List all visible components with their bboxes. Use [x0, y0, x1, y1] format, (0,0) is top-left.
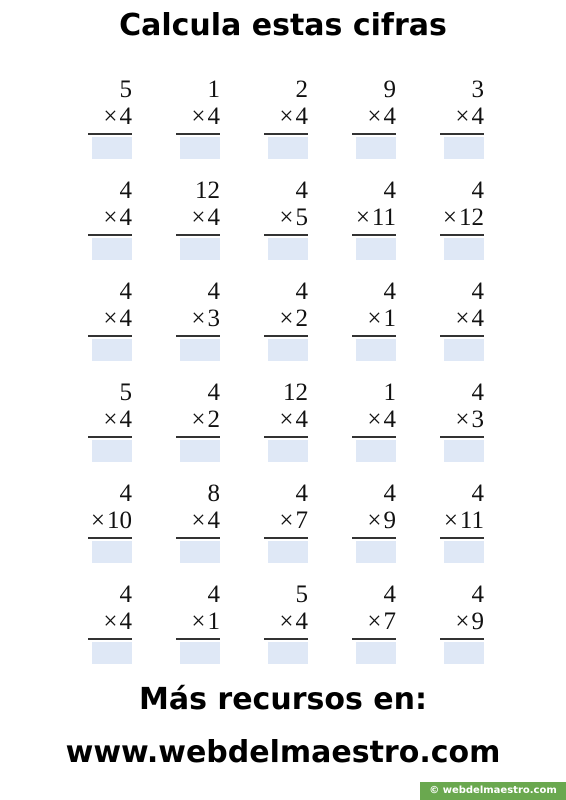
multiplier-row — [279, 204, 308, 232]
multiplier: 4 — [295, 103, 308, 130]
multiplicand: 4 — [471, 581, 484, 608]
times-symbol: × — [367, 406, 382, 433]
multiplication-problem — [254, 480, 342, 581]
times-symbol: × — [191, 204, 206, 231]
multiplier-row — [103, 204, 132, 232]
multiplicand: 1 — [383, 379, 396, 406]
times-symbol: × — [103, 608, 118, 635]
multiplicand: 5 — [119, 379, 132, 406]
multiplier: 4 — [119, 305, 132, 332]
result-rule — [440, 638, 484, 640]
multiplier: 12 — [459, 204, 484, 231]
times-symbol: × — [103, 406, 118, 433]
answer-box[interactable] — [180, 440, 220, 462]
multiplication-problem — [254, 379, 342, 480]
multiplier: 7 — [295, 507, 308, 534]
multiplier: 4 — [207, 204, 220, 231]
multiplier-row — [444, 507, 484, 535]
result-rule — [264, 133, 308, 135]
result-rule — [352, 133, 396, 135]
result-rule — [440, 234, 484, 236]
multiplier-row — [367, 406, 396, 434]
result-rule — [176, 436, 220, 438]
multiplicand: 8 — [207, 480, 220, 507]
multiplier-row — [91, 507, 132, 535]
times-symbol: × — [455, 608, 470, 635]
multiplicand: 4 — [207, 379, 220, 406]
multiplier: 4 — [295, 406, 308, 433]
times-symbol: × — [455, 305, 470, 332]
multiplier: 4 — [383, 406, 396, 433]
multiplier-row — [191, 608, 220, 636]
multiplication-problem — [78, 177, 166, 278]
multiplier-row — [367, 103, 396, 131]
multiplier: 4 — [119, 608, 132, 635]
times-symbol: × — [191, 305, 206, 332]
result-rule — [264, 234, 308, 236]
times-symbol: × — [367, 305, 382, 332]
multiplicand: 4 — [471, 379, 484, 406]
multiplication-problem — [254, 278, 342, 379]
multiplication-problem — [78, 76, 166, 177]
result-rule — [352, 537, 396, 539]
multiplicand: 4 — [383, 581, 396, 608]
multiplier: 3 — [207, 305, 220, 332]
multiplicand: 4 — [383, 278, 396, 305]
multiplicand: 4 — [207, 278, 220, 305]
footer-website-link[interactable]: www.webdelmaestro.com — [65, 735, 501, 770]
multiplier-row — [279, 507, 308, 535]
multiplication-problem — [254, 76, 342, 177]
result-rule — [440, 133, 484, 135]
times-symbol: × — [90, 507, 105, 534]
answer-box[interactable] — [356, 440, 396, 462]
multiplication-problem — [78, 480, 166, 581]
multiplication-problem — [166, 278, 254, 379]
result-rule — [176, 335, 220, 337]
multiplication-problem — [430, 278, 518, 379]
times-symbol: × — [191, 406, 206, 433]
answer-box[interactable] — [92, 541, 132, 563]
multiplier: 4 — [207, 507, 220, 534]
multiplication-problem — [342, 278, 430, 379]
result-rule — [176, 638, 220, 640]
times-symbol: × — [367, 507, 382, 534]
multiplier-row — [103, 103, 132, 131]
result-rule — [176, 133, 220, 135]
multiplier-row — [279, 305, 308, 333]
page-title: Calcula estas cifras — [119, 8, 447, 43]
times-symbol: × — [191, 608, 206, 635]
answer-box[interactable] — [92, 339, 132, 361]
multiplication-problem — [78, 581, 166, 682]
multiplicand: 4 — [295, 480, 308, 507]
result-rule — [440, 335, 484, 337]
multiplier: 3 — [471, 406, 484, 433]
multiplication-problem — [78, 379, 166, 480]
multiplication-problem — [342, 379, 430, 480]
multiplication-problem — [342, 177, 430, 278]
answer-box[interactable] — [444, 137, 484, 159]
result-rule — [352, 335, 396, 337]
multiplier-row — [103, 305, 132, 333]
result-rule — [264, 335, 308, 337]
multiplication-problem — [342, 581, 430, 682]
watermark-badge: © webdelmaestro.com — [420, 782, 566, 800]
multiplier: 5 — [295, 204, 308, 231]
answer-box[interactable] — [180, 541, 220, 563]
times-symbol: × — [442, 204, 457, 231]
answer-box[interactable] — [356, 339, 396, 361]
times-symbol: × — [455, 103, 470, 130]
result-rule — [352, 638, 396, 640]
multiplier: 4 — [119, 204, 132, 231]
multiplier: 2 — [295, 305, 308, 332]
times-symbol: × — [103, 204, 118, 231]
times-symbol: × — [279, 507, 294, 534]
answer-box[interactable] — [180, 339, 220, 361]
multiplication-problem — [166, 581, 254, 682]
multiplier-row — [191, 204, 220, 232]
times-symbol: × — [279, 608, 294, 635]
multiplier-row — [191, 507, 220, 535]
answer-box[interactable] — [444, 541, 484, 563]
multiplication-problem — [166, 177, 254, 278]
multiplier: 7 — [383, 608, 396, 635]
times-symbol: × — [191, 507, 206, 534]
answer-box[interactable] — [268, 339, 308, 361]
multiplier-row — [367, 507, 396, 535]
multiplier-row — [367, 305, 396, 333]
multiplier: 11 — [371, 204, 396, 231]
multiplier-row — [279, 406, 308, 434]
multiplier-row — [279, 103, 308, 131]
multiplier: 4 — [471, 103, 484, 130]
multiplication-problem — [342, 480, 430, 581]
times-symbol: × — [103, 103, 118, 130]
answer-box[interactable] — [356, 137, 396, 159]
result-rule — [176, 537, 220, 539]
multiplicand: 5 — [119, 76, 132, 103]
multiplier: 2 — [207, 406, 220, 433]
multiplier: 9 — [383, 507, 396, 534]
multiplicand: 4 — [471, 278, 484, 305]
answer-box[interactable] — [444, 339, 484, 361]
multiplier-row — [191, 103, 220, 131]
result-rule — [88, 335, 132, 337]
multiplication-problem — [166, 76, 254, 177]
answer-box[interactable] — [356, 642, 396, 664]
times-symbol: × — [443, 507, 458, 534]
multiplier-row — [455, 608, 484, 636]
multiplier: 1 — [383, 305, 396, 332]
multiplicand: 5 — [295, 581, 308, 608]
answer-box[interactable] — [268, 137, 308, 159]
multiplication-problem — [430, 177, 518, 278]
multiplier: 4 — [383, 103, 396, 130]
multiplication-problem — [166, 480, 254, 581]
result-rule — [264, 638, 308, 640]
times-symbol: × — [279, 406, 294, 433]
times-symbol: × — [355, 204, 370, 231]
multiplier-row — [191, 406, 220, 434]
multiplicand: 4 — [119, 177, 132, 204]
result-rule — [176, 234, 220, 236]
multiplicand: 4 — [295, 278, 308, 305]
multiplier-row — [455, 103, 484, 131]
result-rule — [264, 436, 308, 438]
multiplication-problem — [430, 480, 518, 581]
multiplier: 4 — [295, 608, 308, 635]
multiplicand: 4 — [383, 177, 396, 204]
multiplier: 4 — [119, 406, 132, 433]
multiplicand: 4 — [119, 278, 132, 305]
answer-box[interactable] — [92, 440, 132, 462]
answer-box[interactable] — [180, 238, 220, 260]
multiplication-problem — [254, 581, 342, 682]
footer-resources-label: Más recursos en: — [139, 682, 427, 717]
multiplier-row — [356, 204, 396, 232]
result-rule — [88, 537, 132, 539]
multiplication-problem — [430, 379, 518, 480]
multiplier-row — [279, 608, 308, 636]
multiplicand: 4 — [119, 581, 132, 608]
multiplicand: 2 — [295, 76, 308, 103]
multiplication-problem — [166, 379, 254, 480]
answer-box[interactable] — [268, 642, 308, 664]
multiplicand: 4 — [119, 480, 132, 507]
answer-box[interactable] — [92, 137, 132, 159]
answer-box[interactable] — [444, 238, 484, 260]
result-rule — [440, 537, 484, 539]
multiplier: 10 — [107, 507, 132, 534]
times-symbol: × — [455, 406, 470, 433]
multiplier-row — [455, 305, 484, 333]
result-rule — [264, 537, 308, 539]
multiplication-problem — [78, 278, 166, 379]
answer-box[interactable] — [268, 541, 308, 563]
times-symbol: × — [279, 305, 294, 332]
result-rule — [88, 436, 132, 438]
multiplication-grid — [78, 76, 518, 682]
multiplier: 11 — [459, 507, 484, 534]
multiplier-row — [367, 608, 396, 636]
times-symbol: × — [191, 103, 206, 130]
multiplication-problem — [430, 581, 518, 682]
multiplicand: 9 — [383, 76, 396, 103]
multiplication-problem — [430, 76, 518, 177]
times-symbol: × — [279, 103, 294, 130]
answer-box[interactable] — [180, 137, 220, 159]
answer-box[interactable] — [180, 642, 220, 664]
times-symbol: × — [367, 608, 382, 635]
result-rule — [352, 234, 396, 236]
multiplier-row — [191, 305, 220, 333]
multiplier: 1 — [207, 608, 220, 635]
result-rule — [88, 234, 132, 236]
multiplication-problem — [254, 177, 342, 278]
multiplicand: 1 — [207, 76, 220, 103]
answer-box[interactable] — [268, 238, 308, 260]
multiplier: 4 — [471, 305, 484, 332]
multiplicand: 4 — [471, 480, 484, 507]
times-symbol: × — [103, 305, 118, 332]
answer-box[interactable] — [92, 238, 132, 260]
result-rule — [88, 133, 132, 135]
answer-box[interactable] — [92, 642, 132, 664]
multiplicand: 3 — [471, 76, 484, 103]
multiplicand: 4 — [207, 581, 220, 608]
result-rule — [352, 436, 396, 438]
multiplicand: 4 — [471, 177, 484, 204]
answer-box[interactable] — [356, 541, 396, 563]
multiplier-row — [103, 608, 132, 636]
multiplier-row — [443, 204, 484, 232]
result-rule — [440, 436, 484, 438]
multiplicand: 4 — [383, 480, 396, 507]
multiplier: 9 — [471, 608, 484, 635]
answer-box[interactable] — [444, 642, 484, 664]
result-rule — [88, 638, 132, 640]
multiplicand: 12 — [283, 379, 308, 406]
answer-box[interactable] — [356, 238, 396, 260]
answer-box[interactable] — [444, 440, 484, 462]
multiplicand: 12 — [195, 177, 220, 204]
multiplication-problem — [342, 76, 430, 177]
multiplier-row — [455, 406, 484, 434]
multiplier-row — [103, 406, 132, 434]
answer-box[interactable] — [268, 440, 308, 462]
multiplicand: 4 — [295, 177, 308, 204]
multiplier: 4 — [119, 103, 132, 130]
multiplier: 4 — [207, 103, 220, 130]
times-symbol: × — [367, 103, 382, 130]
times-symbol: × — [279, 204, 294, 231]
